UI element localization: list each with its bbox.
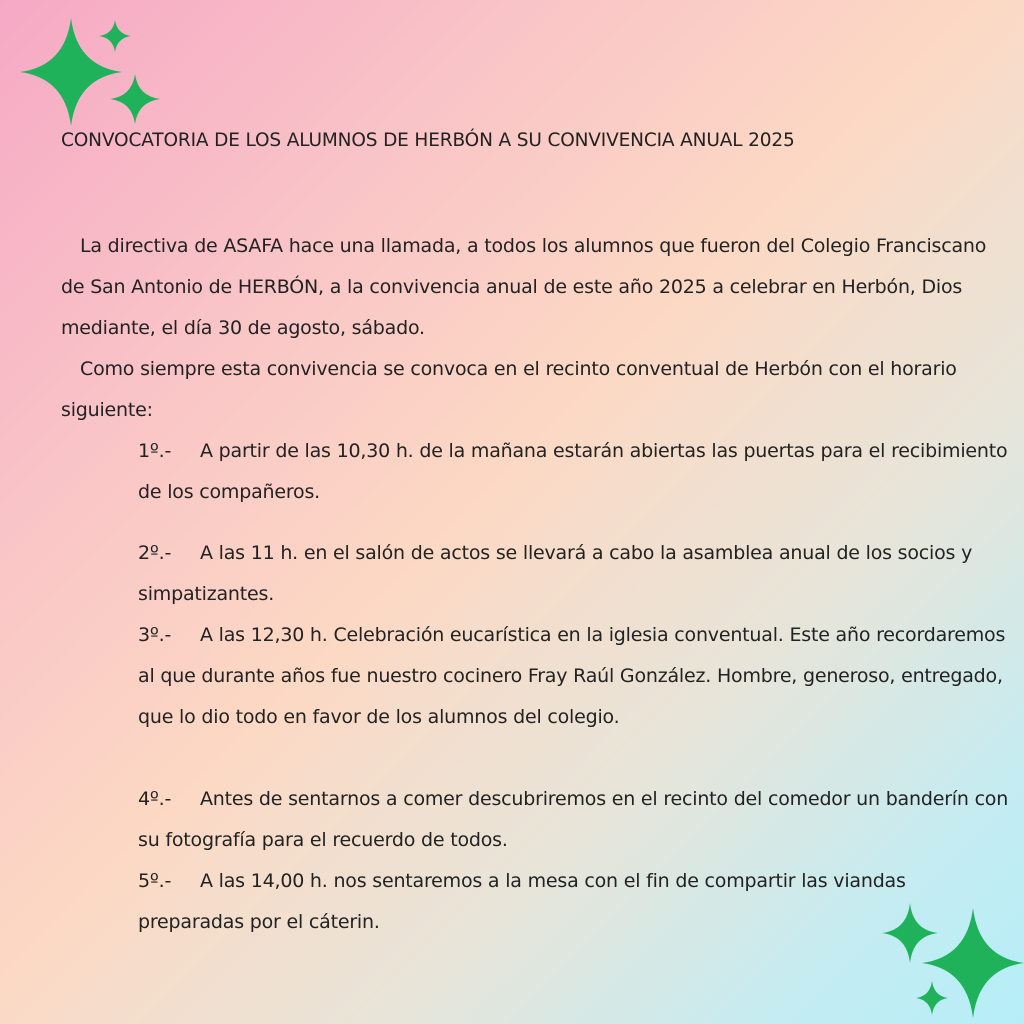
schedule-item-text: A las 11 h. en el salón de actos se llevará a cabo la asamblea anual de los socios y simpatizantes. <box>138 542 973 605</box>
schedule-item <box>138 861 1013 943</box>
intro-paragraph: La directiva de ASAFA hace una llamada, a todos los alumnos que fueron del Colegio Franciscano de San Antonio de HERBÓN, a la convivencia anual de este año 2025 a celebrar en Herbón, Dios mediante, el día 30 de agosto, sábado. <box>61 235 987 339</box>
document-title: CONVOCATORIA DE LOS ALUMNOS DE HERBÓN A SU CONVIVENCIA ANUAL 2025 <box>61 130 795 151</box>
schedule-item <box>138 779 1013 861</box>
schedule-item-number: 1º.- <box>138 440 172 462</box>
schedule-intro-paragraph: Como siempre esta convivencia se convoca en el recinto conventual de Herbón con el horario siguiente: <box>61 358 957 421</box>
sparkle-medium-icon <box>110 74 160 124</box>
schedule-item-number: 4º.- <box>138 788 172 810</box>
sparkle-small-icon <box>99 20 131 52</box>
schedule-item <box>138 431 1013 513</box>
schedule-item-text: A partir de las 10,30 h. de la mañana estarán abiertas las puertas para el recibimiento de los compañeros. <box>138 440 1008 503</box>
schedule-item <box>138 615 1013 738</box>
schedule-item-text: Antes de sentarnos a comer descubriremos en el recinto del comedor un banderín con su fotografía para el recuerdo de todos. <box>138 788 1009 851</box>
sparkle-small-icon <box>916 981 948 1015</box>
schedule-item-number: 5º.- <box>138 870 172 892</box>
schedule-item-text: A las 12,30 h. Celebración eucarística en la iglesia conventual. Este año recordaremos al que durante años fue nuestro cocinero Fray Raúl González. Hombre, generoso, entregado, que lo dio todo en favor de los alumnos del colegio. <box>138 624 1006 728</box>
schedule-item-number: 3º.- <box>138 624 172 646</box>
schedule-item-number: 2º.- <box>138 542 172 564</box>
schedule-item-text: A las 14,00 h. nos sentaremos a la mesa con el fin de compartir las viandas preparadas por el cáterin. <box>138 870 906 933</box>
schedule-item <box>138 533 1013 615</box>
